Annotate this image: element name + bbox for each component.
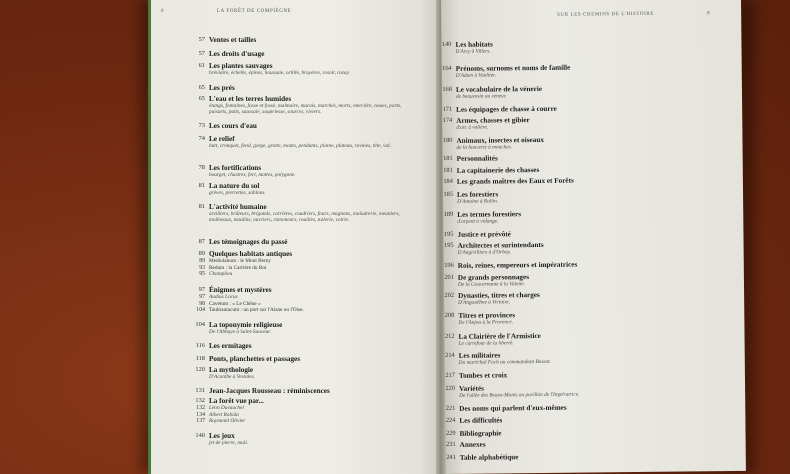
toc-entry [441, 289, 696, 306]
toc-page-number: 195 [443, 230, 454, 238]
toc-page-number: 73 [198, 122, 205, 129]
toc-page-number: 229 [445, 429, 456, 437]
toc-page-number: 81 [198, 203, 205, 210]
toc-subentry [185, 271, 407, 278]
toc-entry [185, 203, 407, 224]
right-running-head: SUR LES CHEMINS DE L'HISTOIRE [557, 11, 655, 18]
toc-entry [441, 103, 694, 114]
right-page-number: 8 [707, 11, 711, 17]
toc-entry [185, 122, 407, 130]
toc-entry-subtitle: bréviaire, échelle, épines, houssaie, ortille, bruyères, rosoir, rozay. [209, 70, 350, 76]
toc-entry [441, 271, 696, 288]
toc-entry-title: Architectes et surintendants [457, 240, 544, 250]
toc-entry-title: La nature du sol [209, 182, 260, 190]
toc-page-number: 214 [445, 351, 455, 359]
toc-subentry [185, 307, 407, 314]
toc-entry-subtitle: D'Angivilliers à d'Orbay. [457, 249, 512, 256]
toc-entry-title: La toponymie religieuse [209, 321, 283, 329]
toc-page-number: 180 [442, 136, 453, 144]
toc-page-number: 116 [195, 342, 205, 349]
toc-entry [441, 152, 695, 163]
toc-subentry-text: Mediolanum : le Mont Berny [209, 258, 272, 264]
toc-page-number: 65 [198, 84, 205, 91]
toc-entry-title: Variétés [459, 384, 485, 393]
toc-page-number: 164 [442, 64, 452, 72]
toc-page-number: 132 [195, 397, 205, 404]
toc-page-number: 57 [198, 50, 205, 57]
toc-entry [185, 238, 407, 246]
toc-entry-title: Les droits d'usage [209, 50, 265, 58]
toc-page-number: 61 [198, 62, 205, 69]
toc-entry [441, 62, 694, 79]
toc-entry [441, 402, 697, 413]
toc-subentry [185, 294, 407, 301]
toc-entry-title: Les ermitages [209, 342, 252, 350]
toc-entry-title: Personnalités [456, 154, 498, 163]
toc-page-number: 189 [443, 210, 454, 218]
toc-entry-subtitle: butt, cronquet, fond, gorge, grotte, monts, pendants, plaine, plateau, ravines, tête, val. [209, 143, 391, 149]
toc-entry [185, 84, 407, 92]
toc-page-number: 217 [445, 371, 455, 379]
toc-page-number: 120 [195, 366, 205, 373]
toc-entry [441, 427, 698, 438]
toc-entry [441, 164, 695, 175]
toc-page-number: 181 [443, 166, 453, 174]
toc-entry [441, 382, 697, 399]
toc-page-number: 174 [442, 116, 453, 124]
toc-subentry [185, 265, 407, 272]
toc-entry-title: Justice et prévôté [457, 230, 511, 239]
left-running-head: LA FORÊT DE COMPIÈGNE [217, 9, 292, 14]
toc-entry [441, 369, 697, 380]
toc-page-number: 140 [441, 40, 452, 48]
toc-entry-title: Les difficultés [459, 416, 503, 425]
toc-subentry-page-number: 98 [199, 300, 205, 307]
toc-entry [441, 330, 697, 347]
toc-page-number: 104 [195, 321, 205, 328]
toc-entry-subtitle: Du maréchal Foch au commandant Bossut. [458, 358, 551, 366]
toc-subentry-page-number: 137 [196, 418, 205, 425]
toc-entry-title: Les plantes sauvages [209, 62, 273, 70]
toc-entry-subtitle: bourget, chastres, fort, mottes, polygone. [209, 172, 296, 178]
toc-entry [441, 349, 697, 366]
toc-entry-title: Le relief [209, 135, 235, 143]
toc-page-number: 185 [443, 190, 454, 198]
toc-page-number: 221 [445, 404, 456, 412]
toc-page-number: 57 [198, 36, 205, 43]
toc-subentry [185, 405, 407, 412]
toc-page-number: 212 [444, 332, 455, 340]
toc-subentry-page-number: 134 [196, 411, 205, 418]
toc-entry-title: Armes, chasses et gibier [456, 116, 530, 125]
toc-entry-title: Prénoms, surnoms et noms de famille [455, 63, 571, 73]
toc-entry-subtitle: jet de pierre, mail. [209, 440, 249, 446]
toc-page-number: 220 [445, 384, 456, 392]
toc-subentry [185, 418, 407, 425]
toc-entry-title: Rois, reines, empereurs et impératrices [457, 260, 578, 270]
toc-entry-title: Les cours d'eau [209, 122, 257, 130]
toc-entry [441, 414, 697, 425]
toc-page-number: 202 [444, 291, 455, 299]
toc-entry-subtitle: D'Arcy à Villers. [455, 48, 491, 55]
toc-page-number: 118 [195, 355, 205, 362]
toc-entry-title: Bibliographie [459, 429, 502, 438]
toc-entry-title: Des noms qui parlent d'eux-mêmes [459, 403, 567, 413]
toc-entry-subtitle: D'Acanthe à Vestales. [209, 374, 255, 380]
toc-page-number: 81 [198, 182, 205, 189]
toc-entry [185, 164, 407, 178]
toc-entry [185, 250, 407, 258]
toc-entry-title: Les militaires [458, 351, 501, 360]
toc-subentry-text: Champlieu [209, 271, 233, 278]
toc-entry-title: Les témoignages du passé [209, 238, 288, 246]
toc-page-number: 131 [195, 387, 205, 394]
toc-subentry-text: Cavetum : « Le Chêne » [209, 300, 261, 307]
toc-entry [185, 342, 407, 350]
toc-entry [441, 208, 695, 225]
toc-entry-title: Annexes [459, 440, 486, 449]
toc-entry [185, 366, 407, 380]
toc-entry [441, 438, 698, 449]
toc-entry [441, 239, 696, 256]
toc-entry-subtitle: De l'allée des Beaux-Monts au pavillon de l'Impératrice. [459, 391, 580, 399]
toc-page-number: 184 [443, 177, 453, 185]
toc-entry [185, 321, 407, 335]
toc-entry-subtitle: Le carrefour de la liberté. [458, 340, 514, 347]
toc-entry-title: Titres et provinces [458, 311, 516, 320]
toc-page-number: 195 [443, 241, 454, 249]
toc-entry-subtitle: D'Angoulême à Victoire. [458, 299, 511, 306]
toc-entry [441, 114, 694, 131]
toc-entry-title: Ponts, planchettes et passages [209, 355, 301, 363]
toc-entry [185, 397, 407, 405]
toc-entry-title: L'activité humaine [209, 203, 267, 211]
toc-subentry-page-number: 89 [199, 258, 205, 264]
toc-entry-subtitle: De l'Anjou à la Provence. [458, 319, 514, 326]
toc-page-number: 74 [198, 135, 205, 142]
toc-subentry [185, 258, 407, 265]
toc-entry [185, 135, 407, 149]
toc-entry-subtitle: D'Antoine à Rollin. [457, 198, 499, 205]
toc-entry [185, 95, 407, 116]
toc-entry-title: Les grands maîtres des Eaux et Forêts [456, 176, 574, 186]
toc-entry-subtitle: d'arpent à vidange. [457, 218, 499, 225]
toc-entry-title: Le vocabulaire de la vénerie [455, 84, 543, 94]
toc-entry [441, 451, 698, 462]
toc-subentry-text: Raymond Olivier [209, 418, 246, 425]
toc-page-number: 171 [442, 105, 453, 113]
toc-entry-subtitle: De l'Abbaye à Saint-Sauveur. [209, 329, 272, 335]
toc-page-number: 89 [198, 250, 205, 257]
toc-entry [441, 259, 696, 270]
toc-page-number: 140 [195, 432, 205, 439]
toc-entry [185, 286, 407, 294]
toc-entry [441, 134, 695, 151]
toc-entry-title: Animaux, insectes et oiseaux [456, 135, 544, 145]
left-page-number: 6 [161, 9, 165, 14]
toc-subentry [185, 412, 407, 419]
toc-entry-title: Les prés [209, 84, 235, 92]
toc-page-number: 168 [442, 85, 452, 93]
toc-entry [185, 387, 407, 395]
toc-page-number: 78 [198, 164, 205, 171]
toc-entry-title: Les termes forestiers [457, 210, 522, 219]
toc-subentry-page-number: 104 [196, 307, 205, 314]
toc-entry-title: La mythologie [209, 366, 254, 374]
toc-page-number: 241 [446, 453, 456, 461]
toc-page-number: 196 [444, 261, 454, 269]
toc-entry-title: Jean-Jacques Rousseau : réminiscences [209, 387, 330, 395]
toc-entry-subtitle: d'arc à volière. [456, 124, 489, 131]
toc-entry [441, 175, 695, 186]
toc-entry [441, 228, 695, 239]
toc-page-number: 224 [445, 416, 456, 424]
toc-subentry-text: Taubrautacum : un port sur l'Aisne ou l'Oise. [209, 307, 304, 314]
toc-page-number: 97 [198, 286, 205, 293]
toc-entry-subtitle: D'Adam à Vaultier. [455, 72, 496, 79]
toc-subentry [185, 301, 407, 308]
toc-page-number: 201 [444, 273, 454, 281]
toc-entry-title: Les forestiers [456, 190, 499, 199]
toc-entry-subtitle: arzilliers, brûleurs, brigands, carrières, coudriers, fours, magnans, maladrerie, meuniers, molineaux, moulins, ouvriers, ramoneurs, rouilles, tuilerie, voirie. [209, 211, 400, 224]
toc-page-number: 65 [198, 95, 205, 102]
toc-entry-subtitle: grèves, pierrettes, sablons. [209, 190, 266, 196]
toc-entry-title: L'eau et les terres humides [209, 95, 292, 103]
toc-entry-title: De grands personnages [457, 273, 530, 282]
toc-entry-title: Quelques habitats antiques [209, 250, 293, 258]
toc-entry [185, 432, 407, 446]
toc-subentry-page-number: 97 [199, 294, 205, 300]
toc-subentry-page-number: 95 [199, 271, 205, 278]
toc-entry-title: Énigmes et mystères [209, 286, 272, 294]
toc-entry [185, 62, 407, 76]
toc-entry-subtitle: de la bouverie à mouches. [456, 144, 513, 151]
toc-entry-subtitle: De la Gouvernante à la Valette. [457, 281, 526, 288]
toc-page-number: 87 [198, 238, 205, 245]
toc-entry [185, 355, 407, 363]
toc-subentry-text: Albert Robida [209, 411, 239, 418]
toc-entry-title: La forêt vue par... [209, 397, 264, 405]
right-page [441, 0, 746, 474]
toc-entry-title: La capitainerie des chasses [456, 165, 540, 175]
toc-entry-title: Tombes et croix [458, 371, 508, 380]
toc-entry [185, 36, 407, 44]
toc-entry [441, 83, 694, 100]
toc-entry [441, 309, 696, 326]
toc-subentry-page-number: 132 [196, 405, 205, 411]
toc-entry [441, 188, 695, 205]
toc-page-number: 231 [446, 440, 456, 448]
toc-subentry-text: Audius Locus [209, 294, 238, 300]
toc-entry [185, 50, 407, 58]
left-page [148, 0, 443, 474]
toc-entry-title: Ventes et tailles [209, 36, 257, 44]
toc-subentry-page-number: 93 [199, 264, 205, 271]
toc-entry-title: Les jeux [209, 432, 235, 440]
toc-page-number: 208 [444, 311, 455, 319]
toc-page-number: 181 [443, 154, 453, 162]
toc-subentry-text: Redum : la Carrière du Roi [209, 264, 267, 271]
toc-entry [185, 182, 407, 196]
toc-subentry-text: Léon Duvauchel [209, 405, 244, 411]
toc-entry [441, 38, 694, 55]
toc-entry-title: Les équipages de chasse à courre [456, 104, 557, 114]
toc-entry-subtitle: de beauvesin au veneur. [455, 93, 507, 100]
toc-entry-subtitle: étangs, fontaines, fosse et fossé, malmaire, marais, marchés, morts, mercière, noues, ports, puisarts, puits, saussaie, saupriesse, sources, viviers. [209, 103, 402, 116]
toc-entry-title: La Clairière de l'Armistice [458, 331, 541, 341]
toc-entry-title: Les habitats [455, 40, 493, 49]
toc-entry-title: Dynasties, titres et charges [458, 290, 540, 300]
toc-entry-title: Les fortifications [209, 164, 262, 172]
toc-entry-title: Table alphabétique [459, 453, 519, 462]
